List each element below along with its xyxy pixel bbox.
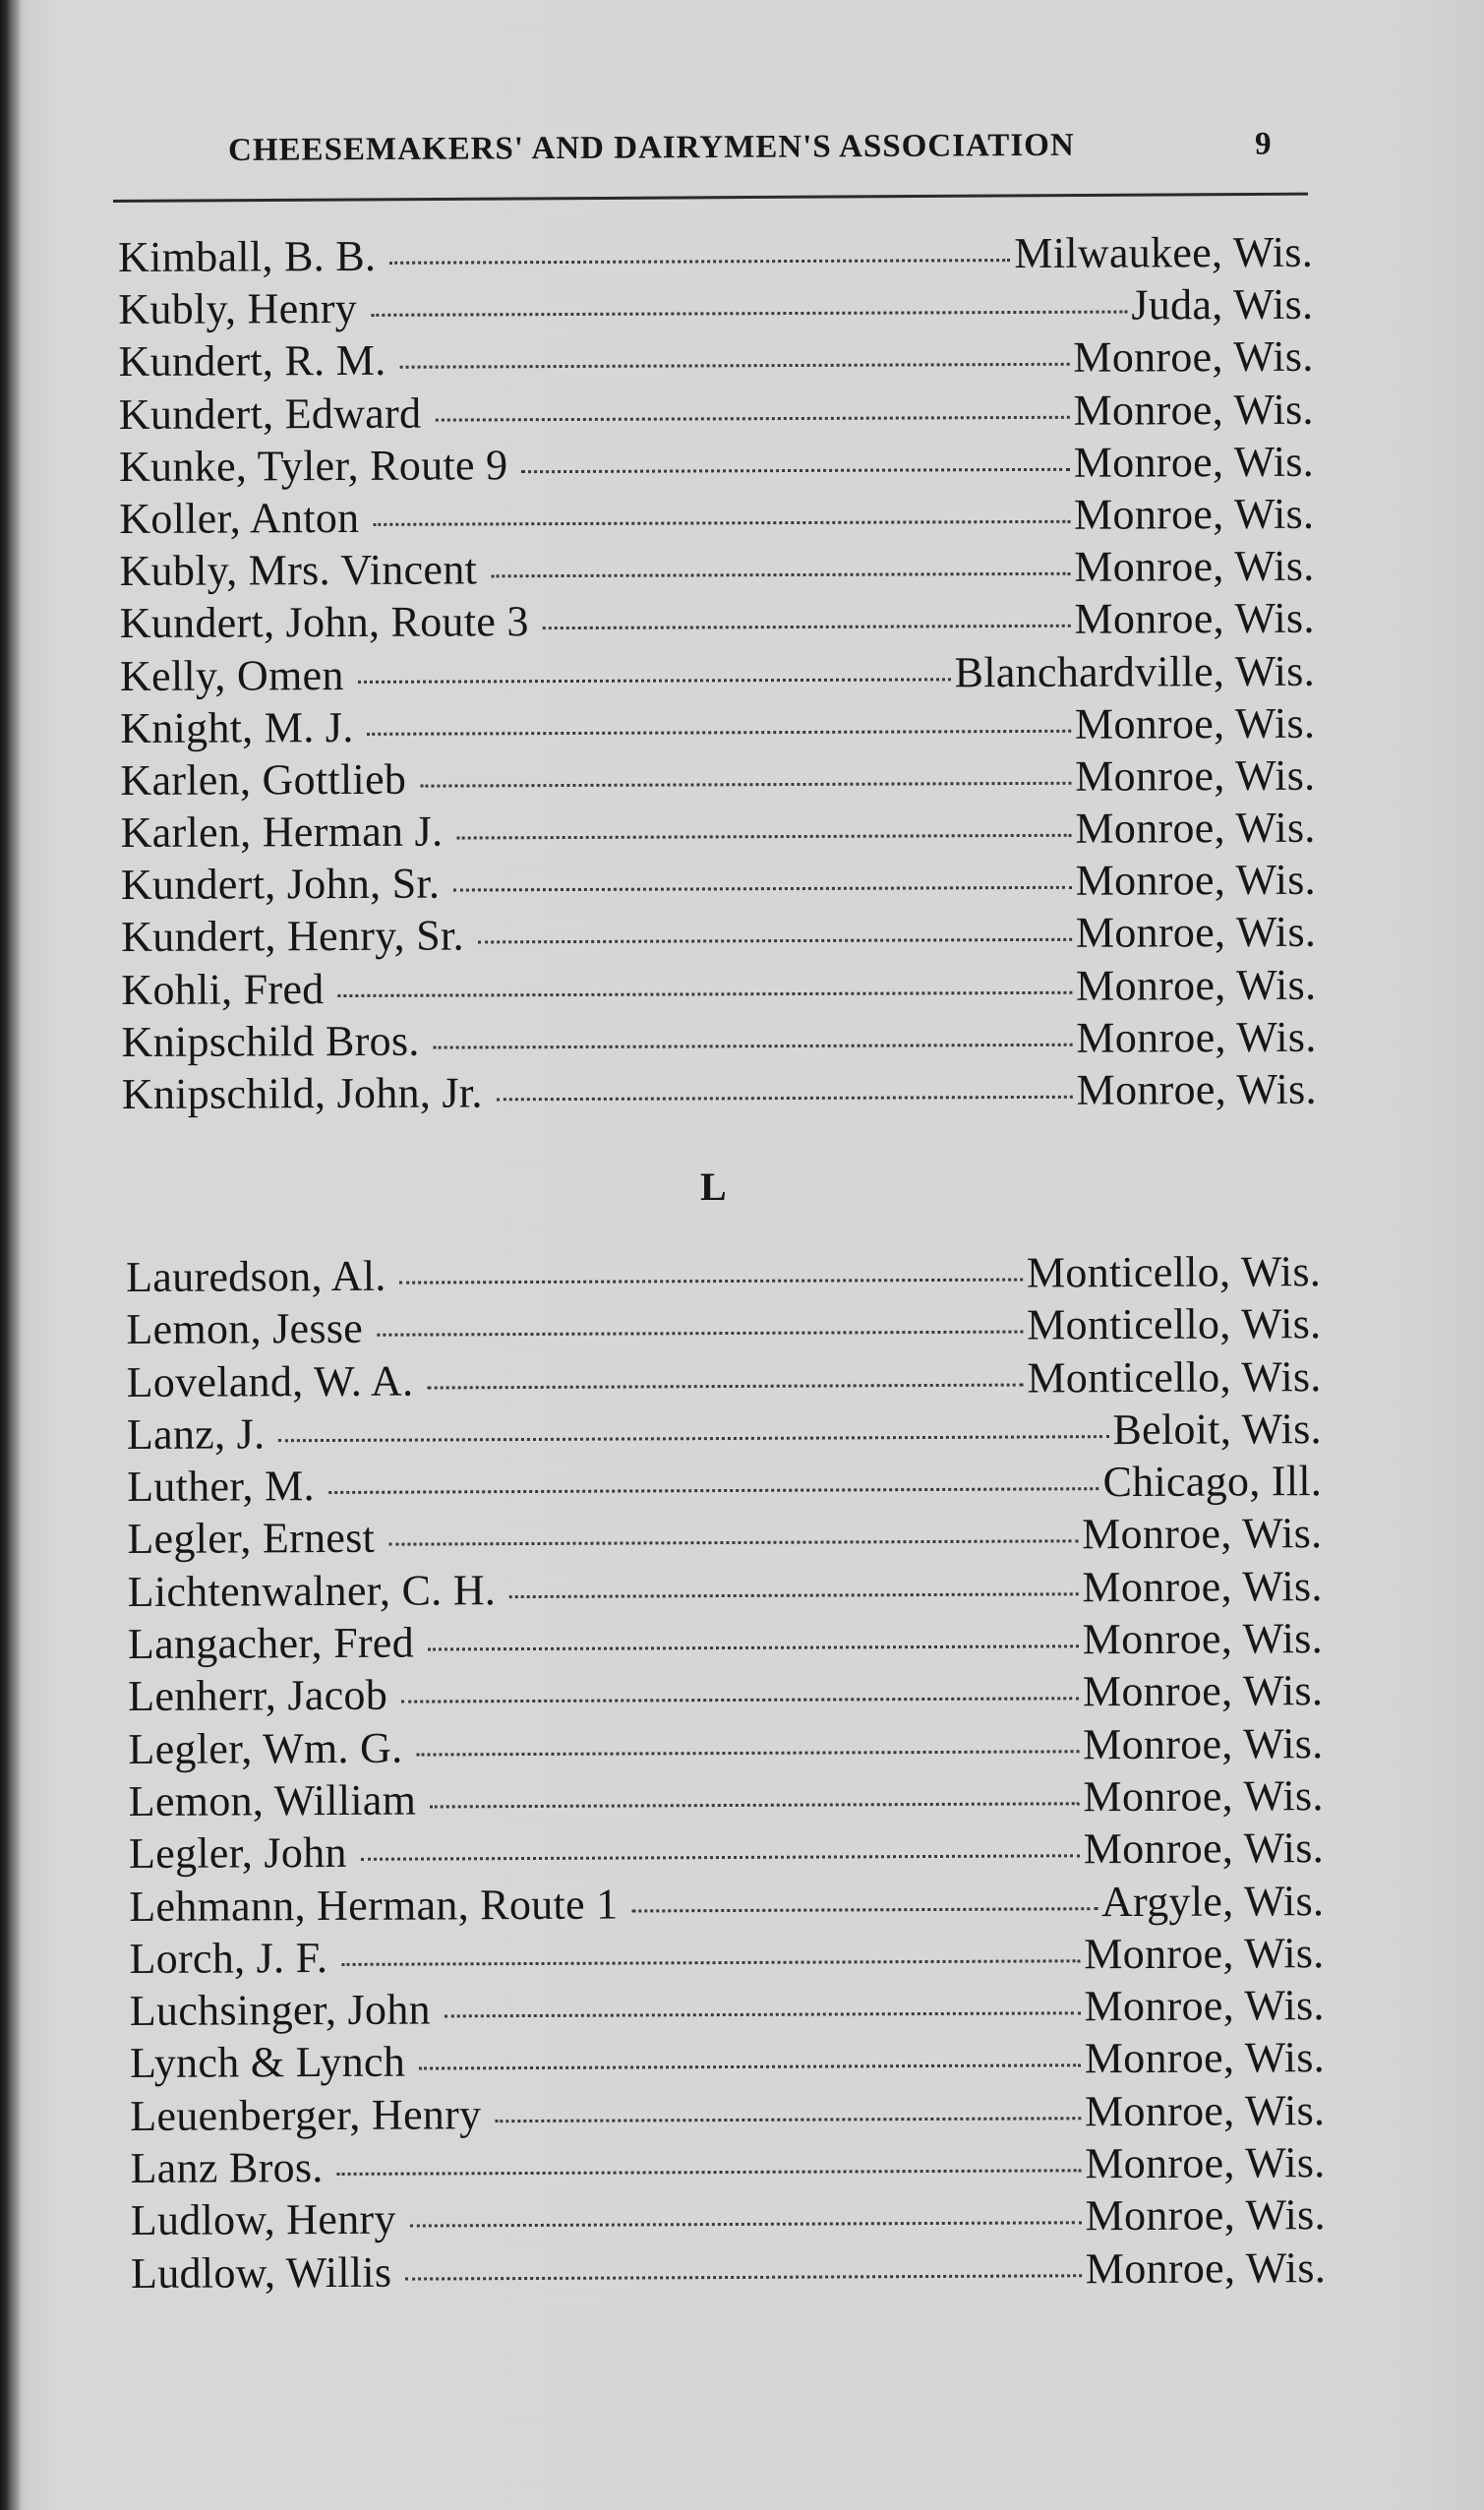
member-name: Lanz Bros. [130, 2143, 324, 2193]
member-name: Lenherr, Jacob [128, 1671, 388, 1721]
list-entry [129, 1769, 1324, 1827]
list-entry [119, 435, 1314, 492]
dot-leader [497, 1096, 1073, 1102]
list-entry [127, 1508, 1322, 1566]
member-location: Monroe, Wis. [1074, 698, 1316, 748]
list-entry [121, 854, 1316, 911]
member-name: Knipschild, John, Jr. [121, 1068, 483, 1118]
list-entry [129, 1927, 1324, 1985]
member-name: Luther, M. [127, 1462, 315, 1512]
member-location: Monroe, Wis. [1083, 1771, 1324, 1822]
member-location: Monroe, Wis. [1073, 385, 1314, 435]
list-entry [127, 1455, 1322, 1513]
dot-leader [495, 2117, 1081, 2122]
member-name: Legler, Ernest [127, 1514, 376, 1564]
dot-leader [388, 1540, 1078, 1546]
list-entry [130, 1979, 1325, 2037]
dot-leader [420, 782, 1071, 788]
dot-leader [631, 1907, 1098, 1912]
dot-leader [399, 363, 1069, 369]
dot-leader [543, 625, 1071, 629]
dot-leader [341, 1959, 1080, 1966]
dot-leader [430, 1802, 1079, 1808]
dot-leader [338, 990, 1073, 996]
list-entry [128, 1664, 1323, 1722]
member-name: Lauredson, Al. [126, 1251, 386, 1301]
member-location: Monroe, Wis. [1085, 2190, 1326, 2241]
member-name: Leuenberger, Henry [130, 2089, 482, 2140]
member-location: Blanchardville, Wis. [954, 646, 1316, 696]
list-entry [128, 1560, 1323, 1618]
dot-leader [453, 886, 1071, 892]
dot-leader [491, 572, 1070, 578]
dot-leader [400, 1279, 1023, 1285]
member-location: Beloit, Wis. [1112, 1404, 1323, 1454]
member-name: Ludlow, Willis [130, 2247, 392, 2298]
member-name: Lorch, J. F. [129, 1933, 328, 1983]
dot-leader [435, 415, 1069, 421]
member-location: Monroe, Wis. [1082, 1561, 1323, 1612]
dot-leader [368, 729, 1071, 735]
member-name: Kohli, Fred [121, 964, 325, 1014]
member-name: Lehmann, Herman, Route 1 [129, 1880, 619, 1931]
dot-leader [405, 2274, 1082, 2280]
member-name: Kubly, Henry [118, 284, 358, 334]
dot-leader [358, 678, 951, 684]
page-number: 9 [1254, 126, 1272, 162]
dot-leader [278, 1435, 1108, 1442]
member-location: Milwaukee, Wis. [1014, 227, 1314, 278]
dot-leader [389, 259, 1010, 265]
list-entry [122, 1063, 1317, 1120]
member-location: Monroe, Wis. [1076, 1064, 1317, 1114]
member-location: Monroe, Wis. [1084, 2033, 1326, 2083]
member-name: Kundert, R. M. [118, 336, 386, 387]
list-entry [120, 592, 1315, 649]
list-entry [129, 1875, 1324, 1933]
member-name: Koller, Anton [119, 493, 360, 543]
dot-leader [337, 2169, 1082, 2176]
list-entry [118, 226, 1313, 283]
member-name: Lanz, J. [126, 1409, 266, 1459]
member-name: Kelly, Omen [119, 650, 344, 700]
member-location: Monticello, Wis. [1027, 1351, 1322, 1403]
member-location: Monroe, Wis. [1082, 1509, 1323, 1559]
dot-leader [521, 468, 1069, 473]
list-entry [118, 278, 1313, 335]
member-location: Monroe, Wis. [1084, 1981, 1325, 2031]
list-entry [120, 749, 1315, 807]
member-location: Monroe, Wis. [1085, 2138, 1326, 2188]
list-entry [128, 1717, 1323, 1775]
list-entry [121, 802, 1316, 859]
list-entry [119, 488, 1314, 545]
list-entry [119, 383, 1314, 440]
dot-leader [416, 1750, 1079, 1756]
member-location: Monroe, Wis. [1082, 1666, 1324, 1716]
member-location: Chicago, Ill. [1102, 1457, 1323, 1507]
member-location: Monroe, Wis. [1084, 1928, 1325, 1979]
member-location: Monroe, Wis. [1076, 960, 1317, 1010]
member-location: Monroe, Wis. [1075, 855, 1316, 906]
running-header [228, 126, 1310, 182]
member-name: Loveland, W. A. [126, 1356, 414, 1406]
dot-leader [478, 938, 1072, 944]
dot-leader [371, 311, 1127, 317]
member-location: Monroe, Wis. [1075, 908, 1317, 958]
member-location: Monroe, Wis. [1082, 1614, 1324, 1664]
member-location: Monroe, Wis. [1073, 489, 1315, 539]
member-name: Karlen, Herman J. [120, 807, 444, 858]
member-name: Lemon, William [128, 1775, 417, 1825]
header-title: CHEESEMAKERS' AND DAIRYMEN'S ASSOCIATION [228, 127, 1075, 168]
member-location: Monroe, Wis. [1073, 332, 1314, 383]
member-location: Argyle, Wis. [1100, 1876, 1325, 1926]
member-name: Karlen, Gottlieb [120, 754, 407, 805]
member-location: Juda, Wis. [1131, 279, 1314, 329]
member-list-k [118, 226, 1317, 1120]
member-name: Legler, Wm. G. [128, 1723, 403, 1773]
list-entry [121, 906, 1316, 963]
list-entry [120, 644, 1315, 701]
list-entry [130, 2084, 1325, 2142]
member-name: Kundert, John, Route 3 [119, 597, 529, 648]
member-name: Luchsinger, John [129, 1985, 432, 2036]
member-name: Kubly, Mrs. Vincent [119, 545, 478, 596]
header-rule [113, 193, 1308, 203]
section-heading-l: L [700, 1165, 727, 1209]
member-location: Monroe, Wis. [1073, 437, 1315, 487]
member-name: Kimball, B. B. [118, 231, 377, 281]
dot-leader [361, 1855, 1080, 1862]
member-location: Monroe, Wis. [1074, 541, 1315, 591]
book-spine-shadow [0, 0, 22, 2510]
list-entry [119, 540, 1314, 597]
member-name: Legler, John [128, 1828, 347, 1879]
dot-leader [456, 834, 1071, 840]
member-name: Kunke, Tyler, Route 9 [118, 441, 508, 491]
list-entry [126, 1245, 1321, 1303]
list-entry [127, 1350, 1322, 1408]
list-entry [121, 958, 1316, 1015]
dot-leader [509, 1592, 1078, 1598]
list-entry [120, 696, 1315, 753]
member-name: Langacher, Fred [127, 1618, 415, 1669]
list-entry [131, 2188, 1326, 2246]
list-entry [128, 1612, 1323, 1670]
dot-leader [377, 1331, 1023, 1337]
member-location: Monticello, Wis. [1027, 1299, 1322, 1349]
member-location: Monroe, Wis. [1075, 803, 1316, 853]
list-entry [130, 2136, 1325, 2194]
member-list-l [126, 1245, 1326, 2300]
member-location: Monroe, Wis. [1083, 1823, 1325, 1874]
list-entry [129, 1822, 1324, 1880]
list-entry [130, 2032, 1325, 2090]
list-entry [127, 1403, 1322, 1461]
member-location: Monroe, Wis. [1083, 1718, 1324, 1768]
member-location: Monroe, Wis. [1076, 1012, 1317, 1062]
member-name: Lemon, Jesse [126, 1304, 364, 1354]
member-location: Monroe, Wis. [1074, 594, 1315, 644]
member-name: Lynch & Lynch [129, 2038, 406, 2088]
member-location: Monroe, Wis. [1085, 2242, 1327, 2293]
list-entry [126, 1297, 1321, 1355]
dot-leader [401, 1698, 1079, 1703]
dot-leader [445, 2011, 1081, 2017]
member-location: Monticello, Wis. [1026, 1247, 1322, 1297]
list-entry [118, 330, 1313, 388]
dot-leader [410, 2222, 1082, 2228]
member-name: Lichtenwalner, C. H. [127, 1565, 497, 1616]
dot-leader [328, 1487, 1099, 1494]
member-name: Kundert, John, Sr. [120, 859, 441, 910]
member-name: Kundert, Henry, Sr. [121, 911, 464, 962]
member-name: Ludlow, Henry [130, 2195, 396, 2245]
dot-leader [428, 1644, 1079, 1650]
member-name: Knight, M. J. [120, 702, 354, 752]
dot-leader [434, 1044, 1073, 1049]
dot-leader [419, 2064, 1081, 2070]
member-location: Monroe, Wis. [1075, 750, 1316, 801]
member-name: Knipschild Bros. [121, 1016, 420, 1066]
member-location: Monroe, Wis. [1084, 2085, 1326, 2135]
dot-leader [373, 520, 1070, 526]
dot-leader [427, 1383, 1023, 1389]
list-entry [121, 1011, 1316, 1068]
member-name: Kundert, Edward [118, 388, 422, 439]
list-entry [131, 2241, 1326, 2300]
